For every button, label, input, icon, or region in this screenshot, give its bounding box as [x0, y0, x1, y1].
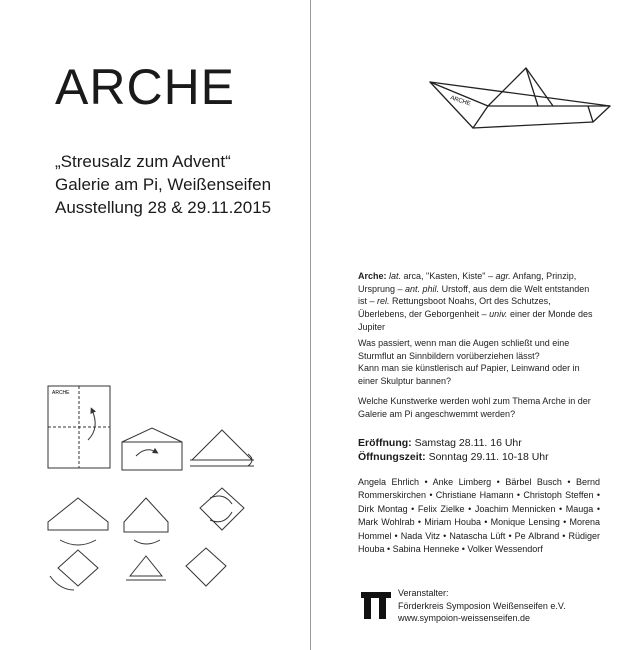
sheet-label: ARCHE	[52, 390, 70, 396]
step-fold-two	[122, 428, 182, 470]
artist-list: Angela Ehrlich • Anke Limberg • Bärbel Busch • Bernd Rommerskirchen • Christiane Hamann • Christoph Steffen • Dirk Montag • Felix Zielke • Joachim Mennicken • Mauga • Mark Wohlrab • Miriam Houba • Monique Lensing • Morena Hommel • Nada Vitz • Natascha Lüft • Pe Albrand • Rüdiger Houba • Sabina Henneke • Volker Wessendorf	[358, 477, 600, 555]
step-square	[200, 488, 244, 530]
organizer-block	[398, 587, 566, 625]
step-hat-open	[48, 498, 108, 530]
step-final-boat	[186, 548, 226, 586]
hours-line: Öffnungszeit: Sonntag 29.11. 10-18 Uhr	[358, 450, 549, 463]
date-line: Ausstellung 28 & 29.11.2015	[55, 198, 272, 217]
organizer-url: www.sympoion-weissenseifen.de	[398, 613, 531, 623]
fold-line	[310, 0, 311, 650]
exhibition-title: ARCHE	[55, 59, 236, 115]
step-diamond	[58, 550, 98, 586]
opening-line: Eröffnung: Samstag 28.11. 16 Uhr	[358, 437, 522, 449]
organizer-label: Veranstalter:	[398, 588, 449, 598]
paper-boat-illustration	[428, 66, 613, 136]
dates-block	[358, 437, 549, 464]
venue-line: Galerie am Pi, Weißenseifen	[55, 175, 272, 194]
step-hat-flat	[124, 498, 168, 532]
definition-term: Arche:	[358, 271, 390, 281]
question-paragraph-2: Welche Kunstwerke werden wohl zum Thema Arche in der Galerie am Pi angeschwemmt werden?	[358, 396, 591, 419]
folding-instructions	[40, 380, 255, 610]
step-hat	[192, 430, 252, 460]
step-small-triangle	[130, 556, 162, 576]
boat-label: ARCHE	[449, 95, 472, 108]
event-subtitle: „Streusalz zum Advent“	[55, 152, 231, 171]
symposion-logo-icon	[360, 589, 392, 621]
definition-paragraph: Arche: lat. arca, "Kasten, Kiste" – agr. Anfang, Prinzip, Ursprung – ant. phil. Urstoff, aus dem die Welt entstanden ist – rel. Rettungsboot Noahs, Ort des Schutzes, Überlebens, der Geborgenheit – univ. einer der Monde des Jupiter	[358, 271, 593, 332]
question-paragraph-1: Was passiert, wenn man die Augen schließt und eine Sturmflut an Sinnbildern vorüberziehen lässt? Kann man sie künstlerisch auf Papier, Leinwand oder in einer Skulptur bannen?	[358, 338, 580, 387]
organizer-name: Förderkreis Symposion Weißenseifen e.V.	[398, 600, 566, 611]
